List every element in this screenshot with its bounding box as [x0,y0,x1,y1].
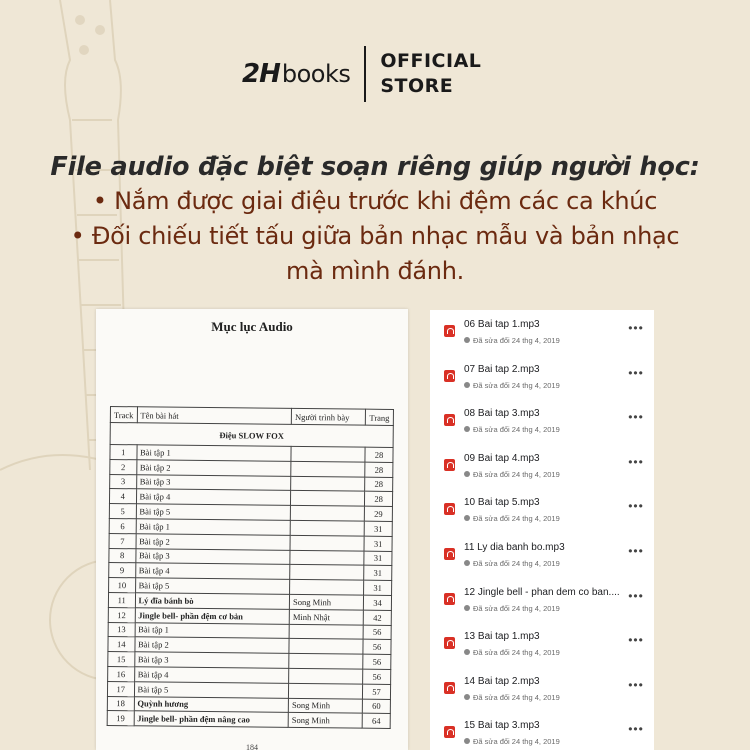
file-modified-text: Đã sửa đổi 24 thg 4, 2019 [473,648,560,658]
name-cell: Bài tập 2 [134,637,289,653]
file-list-item[interactable] [430,622,654,666]
performer-cell [290,520,364,536]
performer-cell: Song Minh [288,698,362,714]
file-list-item[interactable] [430,310,654,354]
file-list-item[interactable] [430,533,654,577]
performer-cell [289,654,363,670]
audio-index-page [96,309,408,750]
performer-cell [290,550,364,566]
more-vertical-icon[interactable]: ••• [628,722,644,737]
file-name: 12 Jingle bell - phan dem co ban.... [464,586,620,598]
performer-cell [290,565,364,581]
file-list-item[interactable] [430,399,654,443]
file-modified-meta [464,559,560,568]
page-cell: 56 [363,669,391,684]
audio-file-icon [444,726,455,738]
performer-cell [289,624,363,640]
file-list-item[interactable] [430,578,654,622]
track-cell: 17 [107,681,134,696]
file-modified-text: Đã sửa đổi 24 thg 4, 2019 [473,469,560,479]
track-cell: 7 [109,533,136,548]
person-icon [464,426,470,432]
audio-file-icon [444,637,455,649]
file-name: 14 Bai tap 2.mp3 [464,675,540,687]
performer-cell: Song Minh [289,594,363,610]
name-cell: Bài tập 2 [136,534,291,550]
page-cell: 31 [364,521,392,536]
file-name: 11 Ly dia banh bo.mp3 [464,542,565,553]
track-cell: 9 [109,563,136,578]
name-cell: Bài tập 1 [135,622,290,638]
track-cell: 5 [109,504,136,519]
name-cell: Jingle bell- phần đệm cơ bản [135,608,290,624]
name-cell: Bài tập 1 [136,445,291,461]
file-modified-text: Đã sửa đổi 24 thg 4, 2019 [473,380,560,390]
track-cell: 11 [108,592,135,607]
audio-file-icon [444,414,455,426]
more-vertical-icon[interactable]: ••• [628,633,644,648]
name-cell: Bài tập 3 [134,652,289,668]
more-vertical-icon[interactable]: ••• [628,588,644,603]
page-cell: 64 [362,714,390,729]
page-cell: 34 [364,595,392,610]
file-modified-text: Đã sửa đổi 24 thg 4, 2019 [473,514,560,524]
person-icon [464,515,470,521]
headline-bullet-1: • Nắm được giai điệu trước khi đệm các ca khúc [92,187,658,215]
header-name: Tên bài hát [137,407,292,425]
audio-file-icon [444,593,455,605]
audio-index-title: Mục lục Audio [211,319,293,334]
page-cell: 56 [363,654,391,669]
track-cell: 14 [108,637,135,652]
file-modified-text: Đã sửa đổi 24 thg 4, 2019 [473,425,560,435]
more-vertical-icon[interactable]: ••• [628,544,644,558]
performer-cell: Song Minh [288,713,362,729]
page-cell: 28 [365,492,393,507]
person-icon [464,560,470,566]
section-row [110,423,393,448]
file-list-item[interactable] [430,711,654,750]
file-modified-meta [464,425,560,434]
performer-cell [290,506,364,522]
track-cell: 2 [110,459,137,474]
person-icon [464,738,470,744]
name-cell: Bài tập 3 [135,548,290,564]
page-cell: 42 [363,610,391,625]
name-cell: Bài tập 5 [136,504,291,520]
headline [0,150,750,289]
performer-cell [290,535,364,551]
name-cell: Bài tập 1 [136,519,291,535]
track-cell: 18 [107,696,134,711]
name-cell: Quỳnh hương [134,696,289,712]
file-modified-meta [464,693,560,702]
file-name: 10 Bai tap 5.mp3 [464,497,540,509]
performer-cell [289,683,363,699]
file-modified-meta [464,737,560,746]
page-cell: 28 [365,447,393,462]
page-cell: 31 [364,566,392,581]
performer-cell: Minh Nhật [289,609,363,625]
file-modified-meta [464,381,560,390]
page-cell: 31 [364,536,392,551]
page-cell: 60 [362,699,390,714]
headline-title: File audio đặc biệt soạn riêng giúp người học: [50,152,700,182]
file-modified-meta [464,336,560,345]
page-cell: 31 [364,551,392,566]
drive-file-list [430,310,654,750]
file-modified-meta [464,648,560,657]
file-name: 07 Bai tap 2.mp3 [464,363,540,375]
audio-file-icon [444,459,455,471]
header-performer: Người trình bày [291,408,365,425]
performer-cell [289,639,363,655]
track-cell: 13 [108,622,135,637]
performer-cell [290,580,364,596]
file-modified-text: Đã sửa đổi 24 thg 4, 2019 [473,737,560,747]
person-icon [464,471,470,477]
audio-file-icon [444,548,455,560]
track-cell: 6 [109,518,136,533]
file-modified-meta [464,470,560,479]
track-cell: 19 [107,711,134,726]
headline-bullet-2: • Đối chiếu tiết tấu giữa bản nhạc mẫu và bản nhạc [70,222,680,250]
file-list-item[interactable] [430,355,654,399]
table-row [107,711,390,729]
more-vertical-icon[interactable]: ••• [628,410,644,425]
file-name: 06 Bai tap 1.mp3 [464,319,540,330]
file-modified-text: Đã sửa đổi 24 thg 4, 2019 [473,603,560,613]
performer-cell [289,668,363,684]
audio-file-icon [444,370,455,382]
performer-cell [291,461,365,477]
page-cell: 31 [364,580,392,595]
page-cell: 28 [365,477,393,492]
audio-file-icon [444,682,455,694]
file-name: 15 Bai tap 3.mp3 [464,720,540,732]
track-cell: 16 [108,666,135,681]
brand-divider [364,46,366,102]
name-cell: Jingle bell- phần đệm nâng cao [134,711,289,727]
file-list-item[interactable] [430,488,654,532]
page-cell: 57 [363,684,391,699]
person-icon [464,337,470,343]
audio-file-icon [444,325,455,337]
brand-header [242,46,481,102]
file-name: 09 Bai tap 4.mp3 [464,452,540,464]
more-vertical-icon[interactable]: ••• [628,677,644,692]
person-icon [464,382,470,388]
track-cell: 1 [110,445,137,460]
more-vertical-icon[interactable]: ••• [628,365,644,380]
name-cell: Bài tập 5 [134,682,289,698]
performer-cell [291,476,365,492]
page-cell: 56 [363,640,391,655]
track-cell: 8 [109,548,136,563]
file-modified-text: Đã sửa đổi 24 thg 4, 2019 [473,336,560,345]
track-cell: 12 [108,607,135,622]
headline-bullet-2-continued: mà mình đánh. [286,257,464,285]
name-cell: Bài tập 4 [135,563,290,579]
performer-cell [291,491,365,507]
name-cell: Bài tập 4 [136,489,291,505]
file-name: 08 Bai tap 3.mp3 [464,408,540,420]
file-list-item[interactable] [430,444,654,488]
track-cell: 10 [109,578,136,593]
person-icon [464,694,470,700]
section-label: Điệu SLOW FOX [110,423,393,448]
page-number: 184 [246,743,258,750]
file-name: 13 Bai tap 1.mp3 [464,631,540,643]
person-icon [464,649,470,655]
track-cell: 4 [109,489,136,504]
name-cell: Lý đĩa bánh bò [135,593,290,609]
name-cell: Bài tập 2 [136,460,291,476]
file-modified-meta [464,604,560,613]
track-cell: 3 [110,474,137,489]
header-page: Trang [365,409,393,425]
store-line-1: OFFICIAL [380,50,482,72]
page-cell: 29 [364,506,392,521]
2hbooks-logo [242,48,350,100]
file-list-item[interactable] [430,667,654,711]
page-cell: 28 [365,462,393,477]
more-vertical-icon[interactable]: ••• [628,499,644,514]
audio-index-table [107,406,394,729]
performer-cell [291,446,365,462]
page-cell: 56 [363,625,391,640]
name-cell: Bài tập 4 [134,667,289,683]
store-line-2: STORE [380,75,454,97]
file-modified-meta [464,514,560,523]
audio-file-icon [444,503,455,515]
file-modified-text: Đã sửa đổi 24 thg 4, 2019 [473,559,560,568]
official-store-label [380,49,481,99]
logo-mark: 2H [242,59,280,89]
track-cell: 15 [108,652,135,667]
file-modified-text: Đã sửa đổi 24 thg 4, 2019 [473,692,560,702]
more-vertical-icon[interactable]: ••• [628,454,644,469]
person-icon [464,605,470,611]
name-cell: Bài tập 3 [136,474,291,490]
name-cell: Bài tập 5 [135,578,290,594]
more-vertical-icon[interactable]: ••• [628,321,644,335]
header-track: Track [110,407,137,423]
logo-text: books [281,60,351,88]
